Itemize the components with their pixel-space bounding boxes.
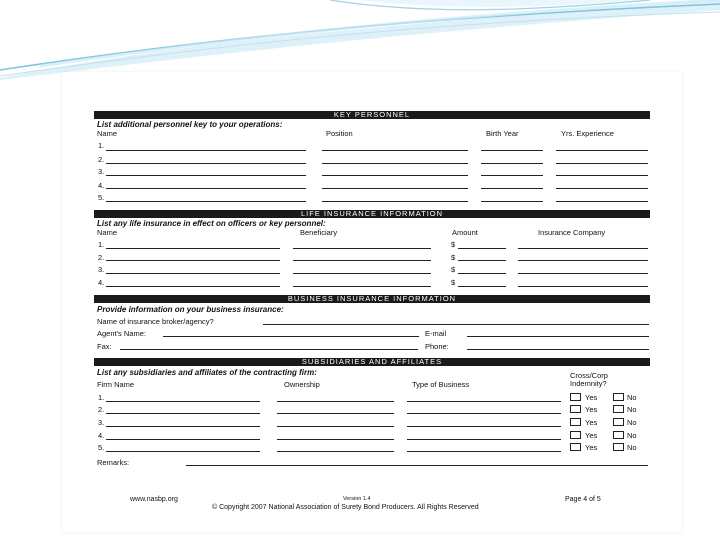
no-label: No: [627, 418, 637, 427]
experience-field[interactable]: [556, 150, 648, 151]
yes-checkbox[interactable]: [570, 431, 581, 439]
name-field[interactable]: [106, 175, 306, 176]
experience-field[interactable]: [556, 175, 648, 176]
footer-page-number: Page 4 of 5: [565, 496, 601, 503]
section-bar-subsidiaries: [94, 358, 650, 366]
yes-checkbox[interactable]: [570, 443, 581, 451]
decorative-header-swoosh: [0, 0, 720, 80]
ownership-field[interactable]: [277, 451, 394, 452]
firm-name-field[interactable]: [106, 426, 260, 427]
position-field[interactable]: [322, 201, 468, 202]
name-field[interactable]: [106, 201, 306, 202]
row-number: 1.: [98, 393, 105, 402]
column-header: Cross/Corp Indemnity?: [570, 371, 608, 388]
remarks-field[interactable]: [186, 465, 648, 466]
type-of-business-field[interactable]: [407, 439, 561, 440]
birth-year-field[interactable]: [481, 201, 543, 202]
agent-name-field[interactable]: [163, 336, 419, 337]
no-checkbox[interactable]: [613, 405, 624, 413]
broker-label: Name of insurance broker/agency?: [97, 317, 214, 326]
row-number: 3.: [98, 265, 105, 274]
section-bar-key-personnel: [94, 111, 650, 119]
email-field[interactable]: [467, 336, 649, 337]
yes-checkbox[interactable]: [570, 393, 581, 401]
column-header: Name: [97, 129, 118, 138]
yes-checkbox[interactable]: [570, 418, 581, 426]
type-of-business-field[interactable]: [407, 413, 561, 414]
position-field[interactable]: [322, 163, 468, 164]
section-title: KEY PERSONNEL: [333, 110, 411, 119]
section-title: SUBSIDIARIES AND AFFILIATES: [301, 357, 443, 366]
subsidiaries-instruction: List any subsidiaries and affiliates of the contracting firm:: [97, 368, 317, 377]
name-field[interactable]: [106, 150, 306, 151]
position-field[interactable]: [322, 150, 468, 151]
column-header: Position: [326, 129, 353, 138]
ownership-field[interactable]: [277, 401, 394, 402]
column-header: Ownership: [284, 380, 320, 389]
position-field[interactable]: [322, 175, 468, 176]
no-checkbox[interactable]: [613, 418, 624, 426]
ownership-field[interactable]: [277, 439, 394, 440]
column-header: Beneficiary: [300, 228, 338, 237]
beneficiary-field[interactable]: [293, 286, 431, 287]
experience-field[interactable]: [556, 163, 648, 164]
insurance-company-field[interactable]: [518, 248, 648, 249]
yes-checkbox[interactable]: [570, 405, 581, 413]
name-field[interactable]: [106, 286, 280, 287]
type-of-business-field[interactable]: [407, 401, 561, 402]
birth-year-field[interactable]: [481, 150, 543, 151]
insurance-company-field[interactable]: [518, 260, 648, 261]
beneficiary-field[interactable]: [293, 248, 431, 249]
email-label: E-mail: [425, 329, 447, 338]
birth-year-field[interactable]: [481, 163, 543, 164]
currency-symbol: $: [451, 278, 456, 287]
amount-field[interactable]: [458, 273, 506, 274]
firm-name-field[interactable]: [106, 413, 260, 414]
key-personnel-instruction: List additional personnel key to your operations:: [97, 120, 283, 129]
row-number: 1.: [98, 141, 105, 150]
birth-year-field[interactable]: [481, 188, 543, 189]
fax-field[interactable]: [120, 349, 418, 350]
no-label: No: [627, 431, 637, 440]
insurance-company-field[interactable]: [518, 273, 648, 274]
column-header: Firm Name: [97, 380, 135, 389]
column-header: Insurance Company: [538, 228, 606, 237]
no-checkbox[interactable]: [613, 393, 624, 401]
section-title: LIFE INSURANCE INFORMATION: [300, 209, 444, 218]
currency-symbol: $: [451, 265, 456, 274]
business-insurance-instruction: Provide information on your business insurance:: [97, 305, 284, 314]
name-field[interactable]: [106, 188, 306, 189]
amount-field[interactable]: [458, 248, 506, 249]
row-number: 4.: [98, 278, 105, 287]
no-checkbox[interactable]: [613, 443, 624, 451]
ownership-field[interactable]: [277, 426, 394, 427]
footer-website: www.nasbp.org: [130, 496, 178, 503]
beneficiary-field[interactable]: [293, 260, 431, 261]
yes-label: Yes: [585, 431, 598, 440]
no-label: No: [627, 393, 637, 402]
row-number: 1.: [98, 240, 105, 249]
name-field[interactable]: [106, 273, 280, 274]
section-bar-life-insurance: [94, 210, 650, 218]
amount-field[interactable]: [458, 286, 506, 287]
beneficiary-field[interactable]: [293, 273, 431, 274]
name-field[interactable]: [106, 260, 280, 261]
firm-name-field[interactable]: [106, 439, 260, 440]
section-bar-business-insurance: [94, 295, 650, 303]
firm-name-field[interactable]: [106, 451, 260, 452]
row-number: 5.: [98, 193, 105, 202]
currency-symbol: $: [451, 253, 456, 262]
column-header: Yrs. Experience: [561, 129, 614, 138]
row-number: 3.: [98, 167, 105, 176]
yes-label: Yes: [585, 405, 598, 414]
agent-name-label: Agent's Name:: [97, 329, 146, 338]
phone-field[interactable]: [467, 349, 649, 350]
row-number: 4.: [98, 181, 105, 190]
column-header: Type of Business: [412, 380, 470, 389]
birth-year-field[interactable]: [481, 175, 543, 176]
currency-symbol: $: [451, 240, 456, 249]
ownership-field[interactable]: [277, 413, 394, 414]
remarks-label: Remarks:: [97, 458, 130, 467]
name-field[interactable]: [106, 248, 280, 249]
column-header: Amount: [452, 228, 478, 237]
fax-label: Fax:: [97, 342, 112, 351]
insurance-company-field[interactable]: [518, 286, 648, 287]
column-header: Name: [97, 228, 118, 237]
row-number: 3.: [98, 418, 105, 427]
footer-copyright: © Copyright 2007 National Association of Surety Bond Producers. All Rights Reserved: [212, 504, 479, 511]
experience-field[interactable]: [556, 188, 648, 189]
no-checkbox[interactable]: [613, 431, 624, 439]
life-insurance-instruction: List any life insurance in effect on officers or key personnel:: [97, 219, 326, 228]
no-label: No: [627, 443, 637, 452]
name-field[interactable]: [106, 163, 306, 164]
row-number: 2.: [98, 405, 105, 414]
broker-field[interactable]: [263, 324, 649, 325]
column-header: Birth Year: [486, 129, 519, 138]
amount-field[interactable]: [458, 260, 506, 261]
yes-label: Yes: [585, 418, 598, 427]
row-number: 5.: [98, 443, 105, 452]
no-label: No: [627, 405, 637, 414]
type-of-business-field[interactable]: [407, 426, 561, 427]
section-title: BUSINESS INSURANCE INFORMATION: [287, 294, 457, 303]
row-number: 4.: [98, 431, 105, 440]
firm-name-field[interactable]: [106, 401, 260, 402]
footer-version: Version 1.4: [343, 496, 371, 502]
position-field[interactable]: [322, 188, 468, 189]
row-number: 2.: [98, 253, 105, 262]
yes-label: Yes: [585, 443, 598, 452]
experience-field[interactable]: [556, 201, 648, 202]
type-of-business-field[interactable]: [407, 451, 561, 452]
yes-label: Yes: [585, 393, 598, 402]
phone-label: Phone:: [425, 342, 449, 351]
row-number: 2.: [98, 155, 105, 164]
